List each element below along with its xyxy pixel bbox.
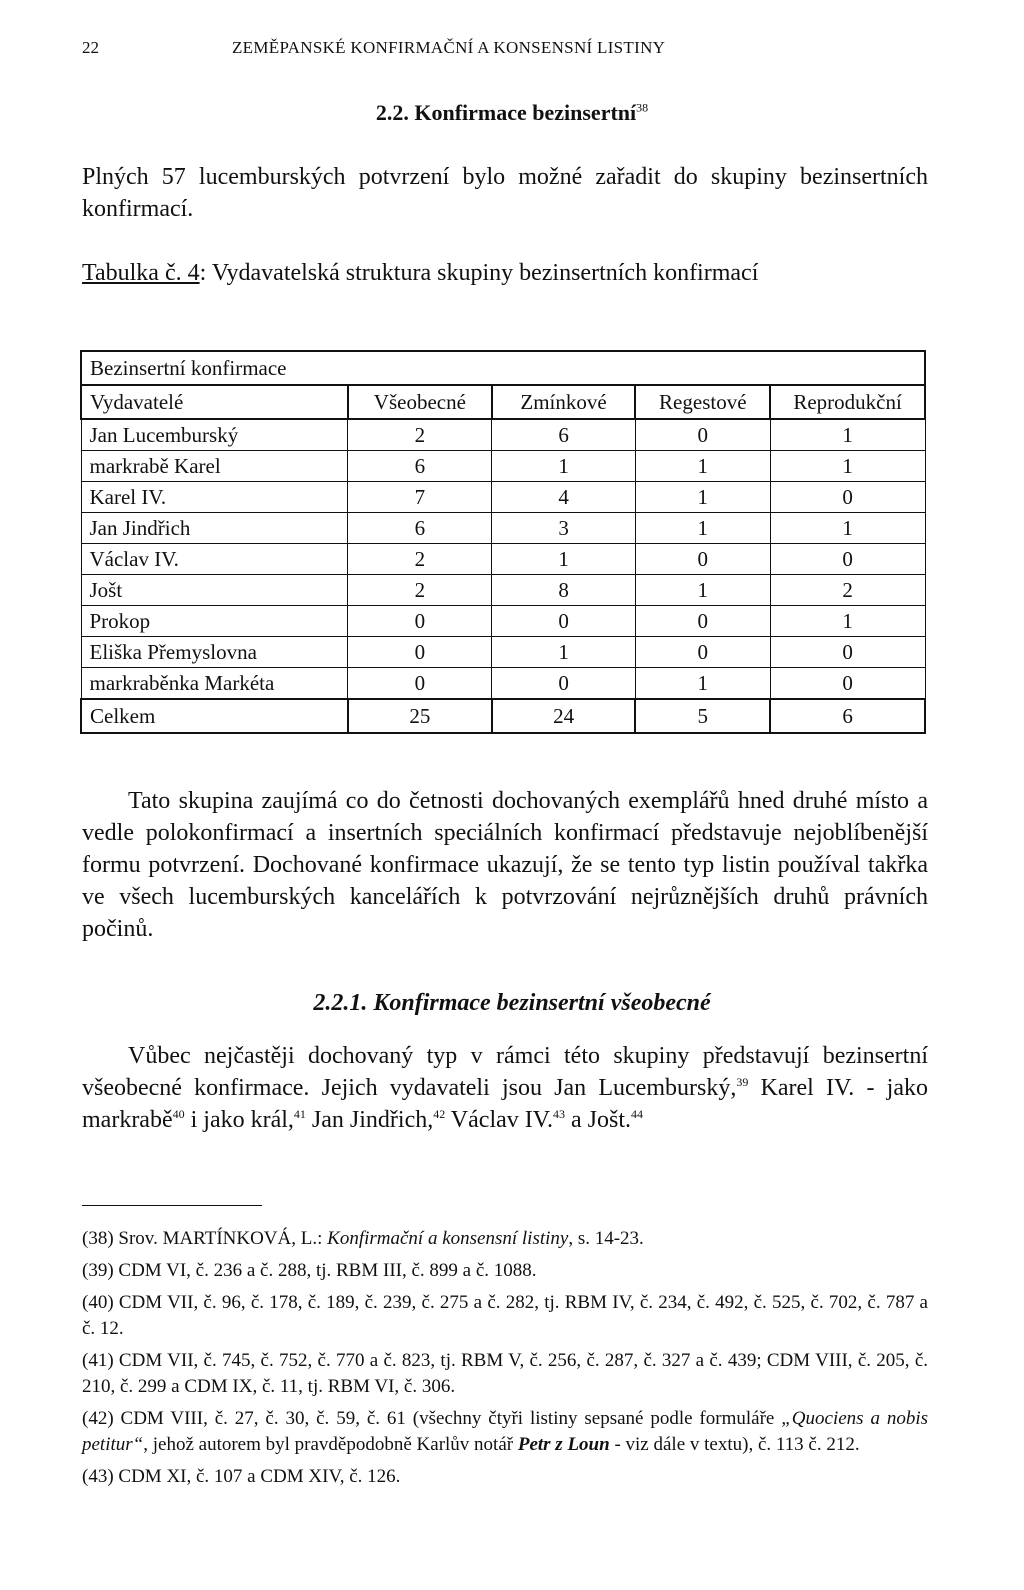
publisher-cell: markraběnka Markéta: [81, 668, 348, 700]
count-cell: 0: [635, 544, 770, 575]
footnote-ref-41[interactable]: 41: [293, 1107, 306, 1121]
footnote-42: [82, 1406, 928, 1458]
table-title-row: [81, 351, 925, 385]
cited-formula: „Quociens a nobis petitur“: [82, 1408, 929, 1455]
total-cell: 6: [770, 699, 925, 733]
publisher-cell: Jošt: [81, 575, 348, 606]
count-cell: 0: [770, 637, 925, 668]
count-cell: 1: [770, 513, 925, 544]
count-cell: 1: [635, 451, 770, 482]
table-caption-label: Tabulka č. 4: [82, 260, 200, 286]
table-header-row: [81, 385, 925, 419]
count-cell: 0: [635, 606, 770, 637]
count-cell: 2: [770, 575, 925, 606]
column-header: Zmínkové: [492, 385, 636, 419]
count-cell: 1: [770, 451, 925, 482]
table-total-row: [81, 699, 925, 733]
footnotes: [82, 1226, 928, 1496]
footnote-number: (42): [82, 1408, 114, 1429]
cited-author: Petr z Loun: [517, 1434, 610, 1455]
count-cell: 0: [770, 668, 925, 700]
table-row: [81, 451, 925, 482]
count-cell: 1: [492, 544, 636, 575]
count-cell: 0: [492, 606, 636, 637]
footnote-text: CDM VII, č. 96, č. 178, č. 189, č. 239, č. 275 a č. 282, tj. RBM IV, č. 234, č. 492, č. 525, č. 702, č. 787 a č. 12.: [82, 1292, 928, 1339]
table-caption: [82, 257, 928, 289]
footnote-ref-43[interactable]: 43: [553, 1107, 565, 1121]
section-title: 2.2. Konfirmace bezinsertní: [375, 100, 637, 125]
footnote-number: (43): [82, 1466, 114, 1487]
count-cell: 0: [492, 668, 636, 700]
publisher-cell: Jan Jindřich: [81, 513, 348, 544]
footnote-38: [82, 1226, 928, 1252]
footnote-number: (38): [82, 1228, 114, 1249]
cited-title: Konfirmační a konsensní listiny: [327, 1228, 569, 1249]
text-run: Václav IV.: [445, 1107, 553, 1133]
section-heading: [0, 100, 1024, 126]
publisher-cell: markrabě Karel: [81, 451, 348, 482]
count-cell: 1: [635, 668, 770, 700]
text-run: Srov. MARTÍNKOVÁ, L.:: [113, 1228, 328, 1249]
publisher-structure-table: [80, 350, 926, 734]
footnote-text: CDM XI, č. 107 a CDM XIV, č. 126.: [113, 1466, 401, 1487]
count-cell: 3: [492, 513, 636, 544]
footnote-text: CDM VII, č. 745, č. 752, č. 770 a č. 823, tj. RBM V, č. 256, č. 287, č. 327 a č. 439; CDM VIII, č. 205, č. 210, č. 299 a CDM IX, č. 11, tj. RBM VI, č. 306.: [82, 1350, 928, 1397]
count-cell: 1: [770, 419, 925, 451]
text-run: , s. 14-23.: [568, 1228, 644, 1249]
footnote-ref-42[interactable]: 42: [433, 1107, 446, 1121]
table-row: [81, 637, 925, 668]
column-header: Všeobecné: [348, 385, 492, 419]
count-cell: 8: [492, 575, 636, 606]
footnote-divider: [82, 1205, 262, 1206]
total-cell: 25: [348, 699, 492, 733]
publisher-cell: Karel IV.: [81, 482, 348, 513]
table-row: [81, 606, 925, 637]
count-cell: 0: [348, 668, 492, 700]
footnote-number: (41): [82, 1350, 114, 1371]
text-run: - viz dále v textu), č. 113 č. 212.: [609, 1434, 860, 1455]
table-row: [81, 575, 925, 606]
text-run: a Jošt.: [565, 1107, 631, 1133]
count-cell: 1: [492, 637, 636, 668]
footnote-number: (40): [82, 1292, 114, 1313]
table-caption-text: : Vydavatelská struktura skupiny bezinsertních konfirmací: [199, 260, 759, 286]
text-run: Karel IV. - jako markrabě: [82, 1075, 928, 1133]
count-cell: 0: [348, 637, 492, 668]
column-header: Reprodukční: [770, 385, 925, 419]
text-run: i jako král,: [184, 1107, 294, 1133]
page-number: 22: [82, 38, 99, 57]
footnote-ref-39[interactable]: 39: [736, 1075, 749, 1089]
subsection-heading: 2.2.1. Konfirmace bezinsertní všeobecné: [313, 990, 711, 1016]
table-row: [81, 513, 925, 544]
total-label: Celkem: [81, 699, 348, 733]
count-cell: 6: [492, 419, 636, 451]
count-cell: 1: [770, 606, 925, 637]
footnote-ref-40[interactable]: 40: [172, 1107, 185, 1121]
count-cell: 6: [348, 451, 492, 482]
count-cell: 0: [770, 544, 925, 575]
body-paragraph-publishers: [82, 1040, 928, 1136]
footnote-43: [82, 1464, 928, 1490]
count-cell: 0: [635, 637, 770, 668]
footnote-number: (39): [82, 1260, 114, 1281]
count-cell: 2: [348, 575, 492, 606]
table-row: [81, 419, 925, 451]
count-cell: 6: [348, 513, 492, 544]
running-header: [82, 38, 927, 62]
footnote-41: [82, 1348, 928, 1400]
text-run: Vůbec nejčastěji dochovaný typ v rámci této skupiny představují bezinsertní všeobecné konfirmace. Jejich vydavateli jsou Jan Lucemburský,: [82, 1043, 928, 1101]
count-cell: 2: [348, 419, 492, 451]
publisher-cell: Jan Lucemburský: [81, 419, 348, 451]
publisher-cell: Eliška Přemyslovna: [81, 637, 348, 668]
publisher-cell: Václav IV.: [81, 544, 348, 575]
footnote-ref-38[interactable]: 38: [636, 100, 649, 115]
table-row: [81, 544, 925, 575]
column-header: Regestové: [635, 385, 770, 419]
table-title: Bezinsertní konfirmace: [81, 351, 925, 385]
publisher-cell: Prokop: [81, 606, 348, 637]
text-run: , jehož autorem byl pravděpodobně Karlův notář: [143, 1434, 518, 1455]
count-cell: 1: [492, 451, 636, 482]
count-cell: 0: [635, 419, 770, 451]
intro-paragraph: Plných 57 lucemburských potvrzení bylo možné zařadit do skupiny bezinsertních konfirmací.: [82, 164, 928, 222]
count-cell: 1: [635, 575, 770, 606]
table-row: [81, 482, 925, 513]
footnote-39: [82, 1258, 928, 1284]
count-cell: 1: [635, 482, 770, 513]
footnote-40: [82, 1290, 928, 1342]
count-cell: 0: [770, 482, 925, 513]
footnote-ref-44[interactable]: 44: [631, 1107, 643, 1121]
total-cell: 24: [492, 699, 636, 733]
text-run: Jan Jindřich,: [305, 1107, 434, 1133]
footnote-text: CDM VI, č. 236 a č. 288, tj. RBM III, č. 899 a č. 1088.: [113, 1260, 537, 1281]
count-cell: 4: [492, 482, 636, 513]
count-cell: 2: [348, 544, 492, 575]
running-title: ZEMĚPANSKÉ KONFIRMAČNÍ A KONSENSNÍ LISTINY: [232, 38, 666, 57]
text-run: CDM VIII, č. 27, č. 30, č. 59, č. 61 (všechny čtyři listiny sepsané podle formuláře: [113, 1408, 782, 1429]
body-paragraph: Tato skupina zaujímá co do četnosti dochovaných exemplářů hned druhé místo a vedle polokonfirmací a insertních speciálních konfirmací představuje nejoblíbenější formu potvrzení. Dochované konfirmace ukazují, že se tento typ listin používal takřka ve všech lucemburských kancelářích k potvrzování nejrůznějších druhů právních počinů.: [82, 788, 928, 942]
count-cell: 0: [348, 606, 492, 637]
total-cell: 5: [635, 699, 770, 733]
count-cell: 1: [635, 513, 770, 544]
count-cell: 7: [348, 482, 492, 513]
table-row: [81, 668, 925, 700]
column-header: Vydavatelé: [81, 385, 348, 419]
